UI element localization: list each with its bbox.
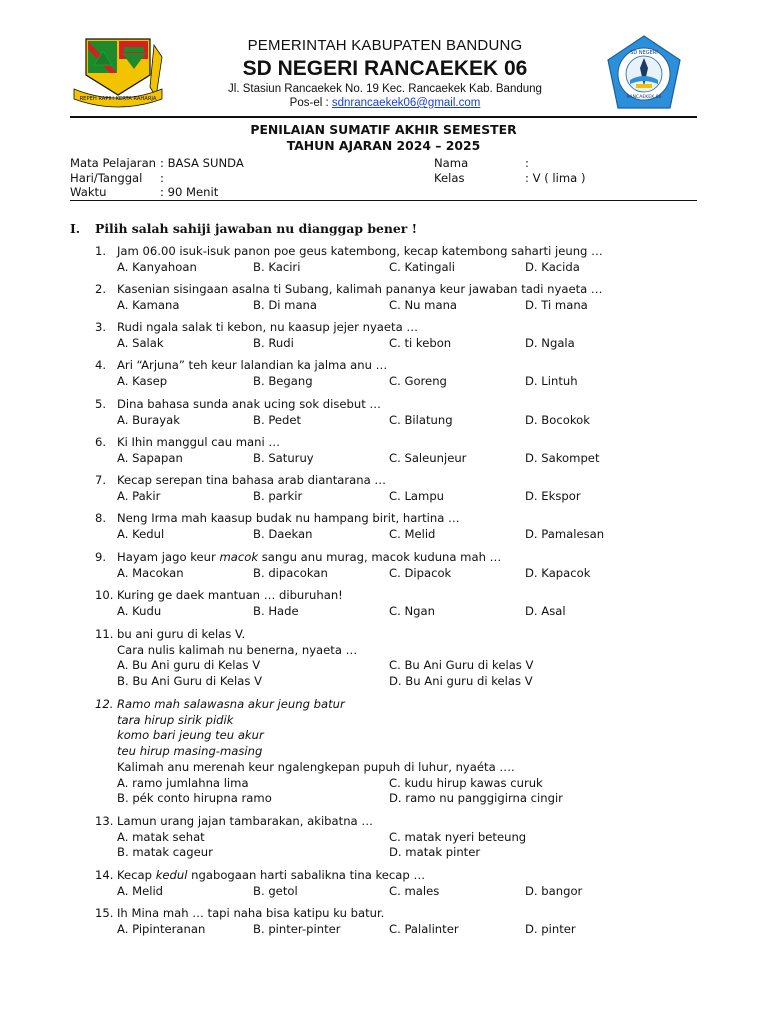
question-text-part: sangu anu murag, macok kuduna mah … [258, 550, 502, 564]
option-d: D. Sakompet [525, 450, 600, 465]
option-a: A. Kanyahoan [117, 259, 197, 274]
question-number: 5. [95, 397, 107, 411]
subject-row [70, 156, 244, 171]
government-name: PEMERINTAH KABUPATEN BANDUNG [247, 37, 523, 54]
option-b: B. Di mana [253, 297, 318, 312]
question-number: 8. [95, 511, 107, 525]
option-c: C. Ngan [389, 603, 435, 618]
option-d: D. Bu Ani guru di kelas V [389, 674, 533, 689]
option-a: A. Melid [117, 883, 164, 898]
option-d: D. Lintuh [525, 373, 578, 388]
question-number: 13. [95, 814, 114, 828]
subject-value: : BASA SUNDA [160, 156, 244, 170]
date-value: : [160, 170, 164, 185]
option-d: D. bangor [525, 883, 583, 898]
question-text-part: Kecap [117, 868, 156, 882]
class-label: Kelas [434, 170, 465, 185]
email-link[interactable]: sdnrancaekek06@gmail.com [331, 97, 481, 109]
option-b: B. getol [253, 883, 298, 898]
question-number: 14. [95, 868, 114, 882]
question-text-part: ngabogaan harti sabalikna tina kecap … [187, 868, 426, 882]
name-label: Nama [434, 156, 469, 170]
poem-line: Ramo mah salawasna akur jeung batur [117, 697, 345, 711]
question-text: bu ani guru di kelas V. [117, 627, 246, 641]
question-number: 12. [95, 697, 114, 711]
question-2 [95, 282, 695, 313]
option-c: C. Bilatung [389, 412, 453, 427]
option-b: B. Daekan [253, 526, 313, 541]
option-b: B. pék conto hirupna ramo [117, 791, 272, 806]
option-b: B. Bu Ani Guru di Kelas V [117, 674, 263, 689]
svg-text:SD NEGERI: SD NEGERI [630, 50, 658, 56]
question-text: Ih Mina mah … tapi naha bisa katipu ku batur. [117, 906, 385, 920]
question-text: Kecap serepan tina bahasa arab diantarana … [117, 473, 386, 487]
section-instruction: Pilih salah sahiji jawaban nu dianggap bener ! [95, 221, 418, 236]
letterhead-rule [70, 116, 697, 118]
option-a: A. Burayak [117, 412, 180, 427]
poem-line: komo bari jeung teu akur [117, 728, 264, 743]
option-d: D. Kapacok [525, 565, 591, 580]
poem-line: tara hirup sirik pidik [117, 712, 234, 727]
option-a: A. Bu Ani guru di Kelas V [117, 658, 261, 673]
question-prompt: Cara nulis kalimah nu benerna, nyaeta … [117, 642, 358, 657]
question-5 [95, 397, 695, 428]
option-a: A. Sapapan [117, 450, 183, 465]
option-d: D. matak pinter [389, 845, 481, 860]
question-text [117, 868, 425, 884]
option-a: A. Pipinteranan [117, 921, 206, 936]
option-b: B. parkir [253, 488, 303, 503]
subject-label: Mata Pelajaran [70, 156, 157, 170]
question-7 [95, 473, 695, 504]
email-line [170, 96, 600, 110]
option-a: A. Kamana [117, 297, 180, 312]
question-text: Kasenian sisingaan asalna ti Subang, kalimah pananya keur jawaban tadi nyaeta … [117, 282, 603, 296]
school-name: SD NEGERI RANCAEKEK 06 [242, 57, 528, 80]
question-3 [95, 320, 695, 351]
option-c: C. males [389, 883, 440, 898]
section-number: I. [70, 221, 81, 236]
question-number: 9. [95, 550, 107, 564]
option-a: A. Kedul [117, 526, 165, 541]
question-text-part: Hayam jago keur [117, 550, 220, 564]
option-b: B. matak cageur [117, 845, 213, 860]
time-row [70, 185, 244, 200]
question-10 [95, 588, 695, 619]
option-c: C. Palalinter [389, 921, 459, 936]
exam-title: PENILAIAN SUMATIF AKHIR SEMESTER [250, 122, 517, 137]
question-prompt: Kalimah anu merenah keur ngalengkepan pupuh di luhur, nyaéta …. [117, 759, 515, 774]
option-d: D. ramo nu panggigirna cingir [389, 791, 563, 806]
question-6 [95, 435, 695, 466]
option-d: D. Ti mana [525, 297, 588, 312]
option-b: B. pinter-pinter [253, 921, 341, 936]
option-a: A. Pakir [117, 488, 161, 503]
question-number: 10. [95, 588, 114, 602]
question-14 [95, 868, 695, 899]
question-number: 15. [95, 906, 114, 920]
option-d: D. pinter [525, 921, 576, 936]
question-number: 11. [95, 627, 114, 641]
option-c: C. Goreng [389, 373, 447, 388]
option-d: D. Ngala [525, 335, 575, 350]
option-c: C. Melid [389, 526, 436, 541]
question-text: Kuring ge daek mantuan … diburuhan! [117, 588, 343, 602]
date-row [70, 171, 244, 186]
question-number: 7. [95, 473, 107, 487]
question-9 [95, 550, 695, 581]
exam-heading [70, 122, 697, 154]
class-row [434, 171, 585, 186]
option-c: C. Nu mana [389, 297, 458, 312]
option-b: B. Hade [253, 603, 299, 618]
option-b: B. dipacokan [253, 565, 328, 580]
date-label: Hari/Tanggal [70, 170, 143, 185]
section-title [70, 221, 417, 236]
option-d: D. Kacida [525, 259, 580, 274]
option-b: B. Saturuy [253, 450, 314, 465]
option-b: B. Begang [253, 373, 313, 388]
question-1 [95, 244, 695, 275]
option-c: C. Saleunjeur [389, 450, 467, 465]
svg-text:REPEH RAPIH KERTA RAHARJA: REPEH RAPIH KERTA RAHARJA [79, 96, 157, 102]
name-row [434, 156, 585, 171]
question-text: Ari “Arjuna” teh keur lalandian ka jalma anu … [117, 358, 388, 372]
option-c: C. Lampu [389, 488, 445, 503]
question-number: 3. [95, 320, 107, 334]
question-4 [95, 358, 695, 389]
option-c: C. Bu Ani Guru di kelas V [389, 658, 534, 673]
question-number: 1. [95, 244, 107, 258]
question-15 [95, 906, 695, 937]
heading-rule [70, 200, 697, 201]
time-label: Waktu [70, 185, 107, 199]
option-a: A. Kasep [117, 373, 168, 388]
option-c: C. matak nyeri beteung [389, 829, 527, 844]
exam-info-right [434, 156, 585, 185]
poem-line: teu hirup masing-masing [117, 744, 263, 759]
question-8 [95, 511, 695, 542]
question-text: Ki Ihin manggul cau mani … [117, 435, 281, 449]
option-a: A. Salak [117, 335, 164, 350]
question-13 [95, 814, 695, 861]
option-a: A. Macokan [117, 565, 184, 580]
option-d: D. Pamalesan [525, 526, 605, 541]
school-address: Jl. Stasiun Rancaekek No. 19 Kec. Rancaekek Kab. Bandung [228, 83, 542, 95]
svg-text:RANCAEKEK 06: RANCAEKEK 06 [626, 95, 662, 100]
letterhead [170, 37, 600, 110]
option-c: C. kudu hirup kawas curuk [389, 775, 543, 790]
exam-info-left [70, 156, 244, 200]
question-text: Neng Irma mah kaasup budak nu hampang birit, hartina … [117, 511, 460, 525]
option-a: A. ramo jumlahna lima [117, 775, 249, 790]
option-b: B. Kaciri [253, 259, 301, 274]
option-d: D. Asal [525, 603, 566, 618]
question-text [117, 550, 501, 566]
question-text: Jam 06.00 isuk-isuk panon poe geus katembong, kecap katembong saharti jeung … [117, 244, 603, 258]
option-b: B. Rudi [253, 335, 294, 350]
question-text: Dina bahasa sunda anak ucing sok disebut … [117, 397, 382, 411]
option-c: C. ti kebon [389, 335, 452, 350]
option-d: D. Ekspor [525, 488, 581, 503]
time-value: : 90 Menit [160, 185, 219, 199]
question-text: Rudi ngala salak ti kebon, nu kaasup jejer nyaeta … [117, 320, 418, 334]
kabupaten-bandung-logo [70, 37, 166, 109]
option-a: A. matak sehat [117, 829, 205, 844]
school-logo [604, 34, 684, 112]
option-b: B. Pedet [253, 412, 302, 427]
email-label: Pos-el : [289, 97, 332, 109]
question-11 [95, 627, 695, 690]
question-text: Lamun urang jajan tambarakan, akibatna … [117, 814, 373, 828]
question-text-italic: macok [219, 550, 259, 564]
name-value: : [525, 156, 529, 170]
option-c: C. Dipacok [389, 565, 452, 580]
option-d: D. Bocokok [525, 412, 590, 427]
exam-year: TAHUN AJARAN 2024 – 2025 [286, 138, 481, 153]
question-12 [95, 697, 695, 807]
class-value: : V ( lima ) [525, 170, 586, 185]
question-number: 2. [95, 282, 107, 296]
question-number: 6. [95, 435, 107, 449]
question-number: 4. [95, 358, 107, 372]
question-text-italic: kedul [155, 868, 188, 882]
option-c: C. Katingali [389, 259, 455, 274]
option-a: A. Kudu [117, 603, 162, 618]
